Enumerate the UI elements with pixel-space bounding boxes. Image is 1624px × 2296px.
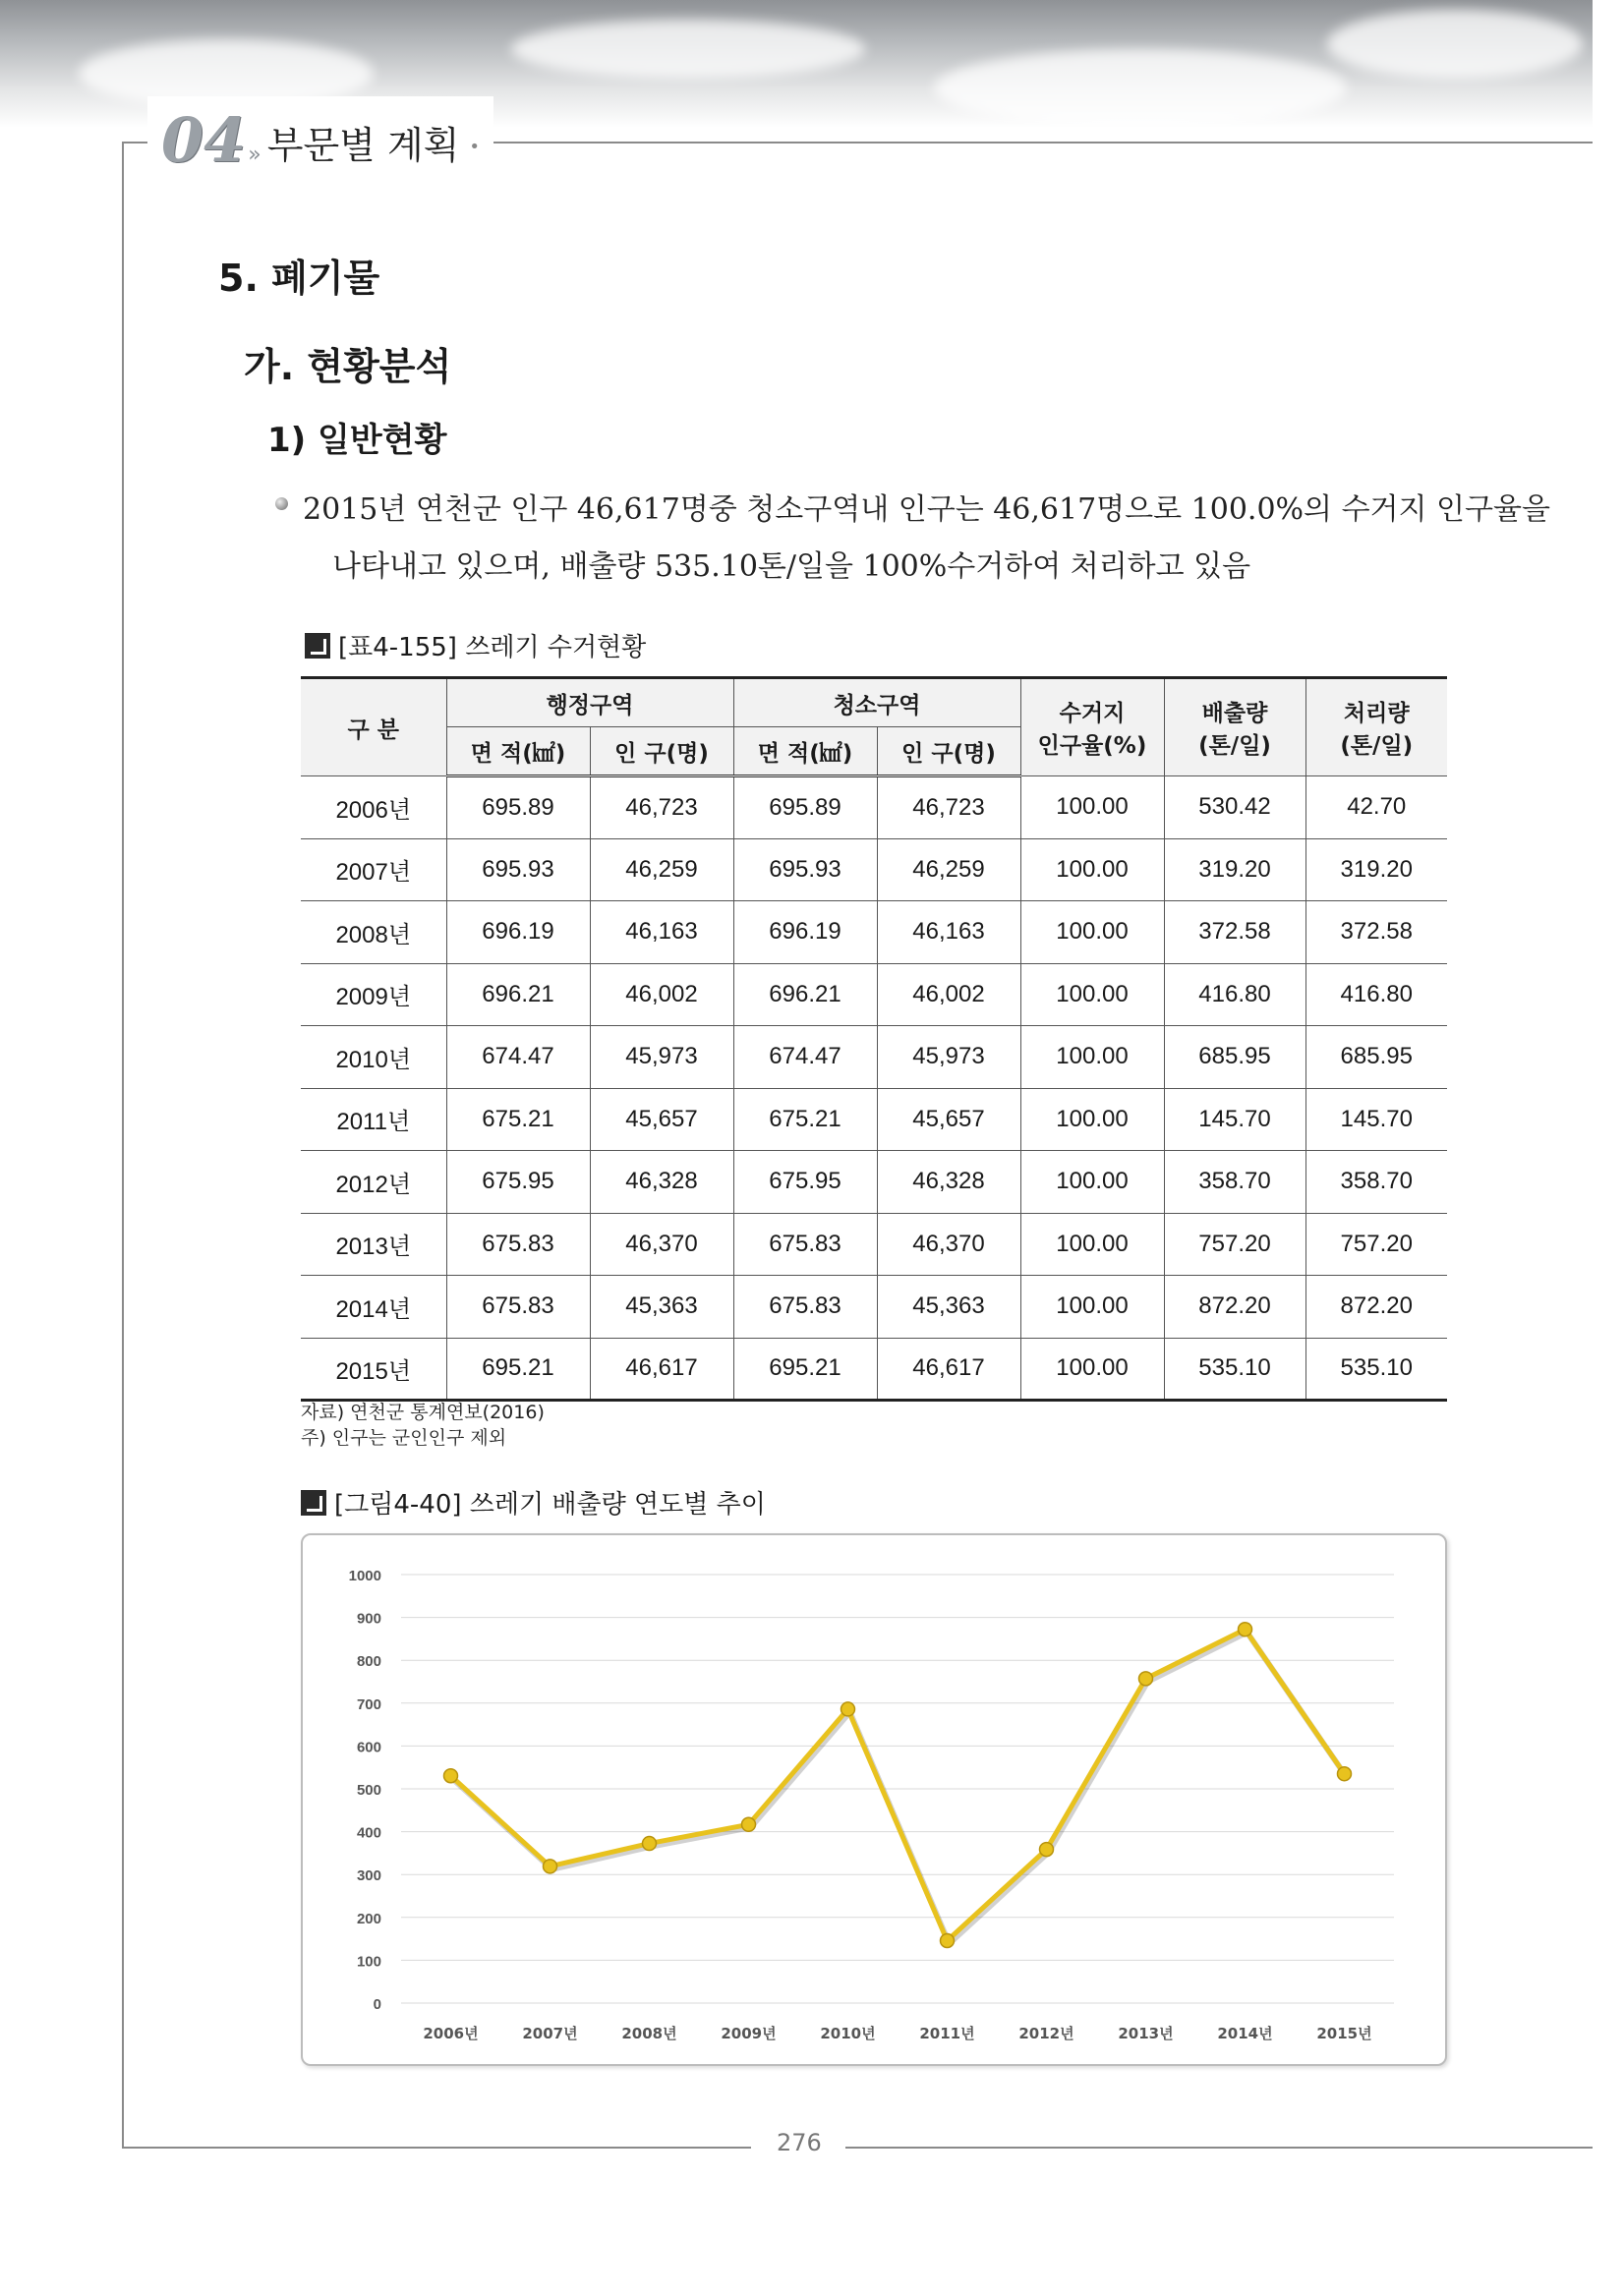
table-cell: 695.21: [733, 1338, 877, 1401]
table-cell: 674.47: [446, 1026, 590, 1089]
table-cell: 100.00: [1020, 1088, 1164, 1151]
table-cell: 358.70: [1305, 1151, 1447, 1214]
x-tick-label: 2015년: [1316, 2025, 1372, 2042]
paragraph-line-1: 2015년 연천군 인구 46,617명중 청소구역내 인구는 46,617명으로 100.0%의 수거지 인구율을: [303, 492, 1550, 527]
header-admin-area-km2: 면 적(㎢): [446, 727, 590, 776]
y-tick-label: 100: [356, 1953, 381, 1971]
table-cell: 675.21: [446, 1088, 590, 1151]
x-tick-label: 2007년: [522, 2025, 578, 2042]
frame-left-line: [122, 142, 124, 2147]
x-tick-label: 2010년: [820, 2025, 876, 2042]
table-cell: 2015년: [301, 1338, 446, 1401]
table-cell: 100.00: [1020, 1026, 1164, 1089]
y-tick-label: 800: [356, 1653, 381, 1671]
table-cell: 42.70: [1305, 776, 1447, 839]
table-cell: 696.21: [733, 963, 877, 1026]
table-cell: 696.19: [446, 901, 590, 964]
table-cell: 45,657: [590, 1088, 733, 1151]
table-cell: 100.00: [1020, 776, 1164, 839]
table-cell: 416.80: [1305, 963, 1447, 1026]
x-tick-label: 2008년: [621, 2025, 677, 2042]
table-cell: 696.21: [446, 963, 590, 1026]
waste-collection-table: [301, 676, 1447, 1402]
data-point: [841, 1702, 855, 1716]
table-cell: 695.21: [446, 1338, 590, 1401]
header-treated: [1305, 678, 1447, 776]
header-collection-rate: [1020, 678, 1164, 776]
table-cell: 872.20: [1305, 1276, 1447, 1339]
table-cell: 675.83: [446, 1213, 590, 1276]
table-cell: 100.00: [1020, 1338, 1164, 1401]
table-cell: 2007년: [301, 838, 446, 901]
table-cell: 46,617: [877, 1338, 1020, 1401]
frame-bottom-line-right: [845, 2147, 1593, 2149]
table-cell: 100.00: [1020, 963, 1164, 1026]
table-cell: 674.47: [733, 1026, 877, 1089]
header-treated-line2: (톤/일): [1340, 733, 1414, 759]
chevron-right-icon: »: [248, 143, 261, 167]
table-cell: 695.93: [446, 838, 590, 901]
table-cell: 757.20: [1305, 1213, 1447, 1276]
header-admin-population: 인 구(명): [590, 727, 733, 776]
chapter-number: 04: [161, 104, 247, 176]
header-category: 구 분: [301, 678, 446, 776]
table-row: [301, 901, 1447, 964]
table-cell: 46,370: [590, 1213, 733, 1276]
subsection-heading: 가. 현황분석: [244, 345, 452, 388]
header-collection-rate-line2: 인구율(%): [1037, 733, 1147, 759]
table-row: [301, 1088, 1447, 1151]
summary-paragraph: [303, 482, 1550, 596]
header-treated-line1: 처리량: [1343, 701, 1410, 726]
figure-caption: [301, 1484, 766, 1521]
dot-icon: •: [469, 137, 480, 157]
table-cell: 46,328: [590, 1151, 733, 1214]
table-cell: 145.70: [1305, 1088, 1447, 1151]
table-cell: 100.00: [1020, 1276, 1164, 1339]
header-clean-population: 인 구(명): [877, 727, 1020, 776]
data-point: [1338, 1767, 1352, 1781]
emission-line-chart: [303, 1535, 1445, 2064]
table-cell: 46,002: [590, 963, 733, 1026]
x-tick-label: 2006년: [423, 2025, 479, 2042]
table-cell: 685.95: [1164, 1026, 1305, 1089]
table-cell: 100.00: [1020, 901, 1164, 964]
table-cell: 2009년: [301, 963, 446, 1026]
table-cell: 685.95: [1305, 1026, 1447, 1089]
table-cell: 530.42: [1164, 776, 1305, 839]
table-cell: 695.93: [733, 838, 877, 901]
data-point: [1139, 1672, 1153, 1686]
table-cell: 319.20: [1305, 838, 1447, 901]
data-point: [444, 1769, 458, 1783]
series-line: [451, 1630, 1345, 1941]
y-tick-label: 0: [373, 1996, 381, 2013]
table-row: [301, 1151, 1447, 1214]
table-cell: 757.20: [1164, 1213, 1305, 1276]
y-tick-label: 300: [356, 1867, 381, 1885]
emission-chart: [301, 1533, 1447, 2066]
page-number: 276: [777, 2129, 822, 2156]
table-body: [301, 776, 1447, 1401]
chapter-title: 부문별 계획: [266, 124, 460, 167]
table-cell: 45,973: [590, 1026, 733, 1089]
table-cell: 675.83: [446, 1276, 590, 1339]
data-point: [1239, 1623, 1252, 1636]
header-clean-area: 청소구역: [733, 678, 1020, 727]
table-cell: 695.89: [733, 776, 877, 839]
table-cell: 675.95: [446, 1151, 590, 1214]
data-point: [1040, 1843, 1054, 1857]
figure-caption-text: [그림4-40] 쓰레기 배출량 연도별 추이: [334, 1490, 766, 1520]
table-cell: 46,723: [590, 776, 733, 839]
chapter-header: [147, 96, 493, 175]
y-tick-label: 1000: [348, 1568, 381, 1584]
table-cell: 45,363: [590, 1276, 733, 1339]
table-row: [301, 1213, 1447, 1276]
source-note: 자료) 연천군 통계연보(2016): [301, 1402, 545, 1423]
footnote: 주) 인구는 군인인구 제외: [301, 1427, 507, 1449]
table-cell: 372.58: [1305, 901, 1447, 964]
arrow-down-right-icon: [301, 1490, 326, 1516]
table-row: [301, 776, 1447, 839]
table-cell: 46,163: [590, 901, 733, 964]
table-cell: 2014년: [301, 1276, 446, 1339]
table-cell: 695.89: [446, 776, 590, 839]
table-cell: 45,657: [877, 1088, 1020, 1151]
x-tick-label: 2012년: [1018, 2025, 1074, 2042]
x-tick-label: 2014년: [1217, 2025, 1273, 2042]
table-cell: 372.58: [1164, 901, 1305, 964]
table-cell: 100.00: [1020, 1213, 1164, 1276]
table-cell: 2011년: [301, 1088, 446, 1151]
paragraph-line-2: 나타내고 있으며, 배출량 535.10톤/일을 100%수거하여 처리하고 있음: [332, 549, 1251, 584]
table-cell: 675.83: [733, 1276, 877, 1339]
table-caption-text: [표4-155] 쓰레기 수거현황: [338, 633, 647, 662]
table-cell: 416.80: [1164, 963, 1305, 1026]
table-cell: 46,723: [877, 776, 1020, 839]
bullet-icon: [275, 497, 288, 510]
y-tick-label: 900: [356, 1610, 381, 1628]
table-cell: 46,259: [877, 838, 1020, 901]
table-cell: 2006년: [301, 776, 446, 839]
table-cell: 2013년: [301, 1213, 446, 1276]
header-emission-line1: 배출량: [1201, 701, 1268, 726]
y-tick-label: 600: [356, 1739, 381, 1756]
data-point: [742, 1817, 756, 1831]
x-tick-label: 2009년: [721, 2025, 777, 2042]
table-row: [301, 1026, 1447, 1089]
arrow-down-right-icon: [305, 633, 330, 659]
y-tick-label: 500: [356, 1782, 381, 1799]
table-row: [301, 838, 1447, 901]
table-cell: 45,973: [877, 1026, 1020, 1089]
table-cell: 535.10: [1305, 1338, 1447, 1401]
x-tick-label: 2011년: [919, 2025, 975, 2042]
table-row: [301, 963, 1447, 1026]
table-cell: 46,259: [590, 838, 733, 901]
header-admin-area: 행정구역: [446, 678, 733, 727]
header-emission-line2: (톤/일): [1198, 733, 1271, 759]
table-cell: 46,617: [590, 1338, 733, 1401]
y-tick-label: 400: [356, 1824, 381, 1842]
table-cell: 46,328: [877, 1151, 1020, 1214]
topic-heading: 1) 일반현황: [267, 421, 447, 460]
frame-bottom-line-left: [122, 2147, 751, 2149]
series-line-shadow: [453, 1633, 1347, 1944]
table-cell: 100.00: [1020, 838, 1164, 901]
table-cell: 358.70: [1164, 1151, 1305, 1214]
data-point: [941, 1933, 955, 1947]
table-cell: 45,363: [877, 1276, 1020, 1339]
table-cell: 535.10: [1164, 1338, 1305, 1401]
x-tick-label: 2013년: [1118, 2025, 1174, 2042]
table-cell: 319.20: [1164, 838, 1305, 901]
header-emission: [1164, 678, 1305, 776]
table-cell: 675.95: [733, 1151, 877, 1214]
table-cell: 46,002: [877, 963, 1020, 1026]
table-cell: 46,163: [877, 901, 1020, 964]
table-cell: 46,370: [877, 1213, 1020, 1276]
table-cell: 2008년: [301, 901, 446, 964]
table-cell: 145.70: [1164, 1088, 1305, 1151]
header-collection-rate-line1: 수거지: [1059, 701, 1126, 726]
y-tick-label: 700: [356, 1695, 381, 1713]
y-tick-label: 200: [356, 1910, 381, 1927]
section-heading: 5. 폐기물: [218, 257, 380, 300]
table-row: [301, 1338, 1447, 1401]
table-cell: 2012년: [301, 1151, 446, 1214]
table-cell: 675.83: [733, 1213, 877, 1276]
table-cell: 872.20: [1164, 1276, 1305, 1339]
table-cell: 675.21: [733, 1088, 877, 1151]
table-cell: 100.00: [1020, 1151, 1164, 1214]
table-cell: 696.19: [733, 901, 877, 964]
header-clean-area-km2: 면 적(㎢): [733, 727, 877, 776]
data-point: [643, 1837, 657, 1851]
data-point: [544, 1860, 557, 1873]
table-cell: 2010년: [301, 1026, 446, 1089]
table-row: [301, 1276, 1447, 1339]
table-caption: [305, 627, 646, 663]
